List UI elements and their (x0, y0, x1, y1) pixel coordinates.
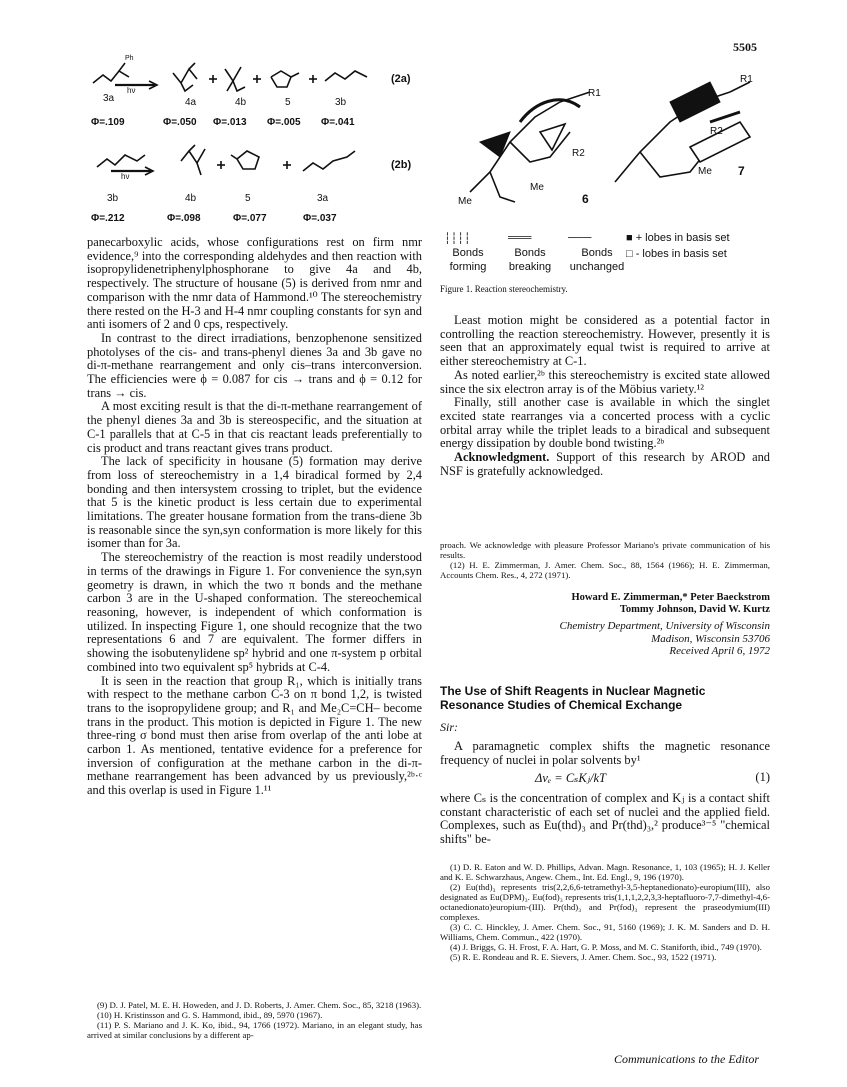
article2-para2 (440, 792, 770, 847)
orbital-drawing (440, 62, 770, 232)
page-number: 5505 (733, 40, 757, 54)
quantum-yield: Φ=.109 (91, 117, 125, 128)
authors-line: Howard E. Zimmerman,* Peter Baeckstrom (571, 592, 770, 603)
reaction-scheme-drawing (85, 55, 435, 235)
compound-label: 3b (107, 193, 119, 204)
compound-label: 4b (235, 97, 247, 108)
legend-bonds-forming: Bonds forming (449, 247, 487, 273)
structure-number-7: 7 (738, 164, 745, 178)
quantum-yield: Φ=.098 (167, 213, 201, 224)
equation-number: (1) (755, 770, 770, 784)
equation-1 (440, 770, 770, 786)
right-footnotes-b (440, 862, 770, 962)
figure-1 (440, 62, 770, 302)
compound-label: 3a (317, 193, 329, 204)
reaction-scheme (85, 55, 435, 235)
left-footnotes (87, 1000, 422, 1040)
bonds-breaking-line: ═══ (508, 232, 532, 244)
footnote: (4) J. Briggs, G. H. Frost, F. A. Hart, G. P. Moss, and M. C. Staniforth, ibid., 749 (1970). (450, 942, 762, 952)
equation-tag-2a: (2a) (391, 73, 411, 85)
quantum-yield: Φ=.037 (303, 213, 337, 224)
footnote: (2) Eu(thd)₃ represents tris(2,2,6,6-tetramethyl-3,5-heptanedionato)-europium(III), also designated as Eu(DPM)₃. Eu(fod)₃ represents tris(1,1,1,2,2,3,3-heptafluoro-7,7-dimethyl-4,6-octanedionato)europium-(III). Pr(thd)₃ and Pr(fod)₃ represent the praseodymium(III) complexes. (440, 882, 770, 922)
footnote: proach. We acknowledge with pleasure Professor Mariano's private communication of his results. (440, 540, 770, 560)
acknowledgment-text: Support of this research by AROD and NSF is gratefully acknowledged. (440, 450, 770, 478)
quantum-yield: Φ=.041 (321, 117, 355, 128)
figure-legend (440, 232, 770, 276)
acknowledgment (440, 451, 770, 478)
bonds-forming-line: ┆┆┆┆ (444, 233, 471, 245)
legend-bonds-breaking: Bonds breaking (508, 247, 552, 273)
paragraph: A most exciting result is that the di-π-methane rearrangement of the phenyl dienes 3a and 3b is stereospecific, and the situation at C-1 parallels that at C-5 in that cis reactant leads preferentially to cis product and trans reactant gives trans product. (87, 399, 422, 455)
received-date: Received April 6, 1972 (669, 645, 770, 657)
paragraph: As noted earlier,²ᵇ this stereochemistry is excited state allowed since the six electron array is of the Möbius variety.¹² (440, 367, 770, 396)
hv-label: hν (127, 86, 136, 95)
quantum-yield: Φ=.013 (213, 117, 247, 128)
legend-bonds-unchanged: Bonds unchanged (569, 247, 625, 273)
salutation: Sir: (440, 720, 458, 734)
right-footnotes-a (440, 540, 770, 580)
r1-label: R1 (740, 74, 753, 85)
quantum-yield: Φ=.005 (267, 117, 301, 128)
compound-label: 3b (335, 97, 347, 108)
methyl-label: Me (458, 196, 472, 207)
paragraph: Least motion might be considered as a potential factor in controlling the reaction stereochemistry. However, presently it is seen that an approximately equal twist is required to arrive at either stereochemistry at C-1. (440, 313, 770, 369)
legend-minus-lobes: □ - lobes in basis set (626, 248, 727, 260)
article2-para1 (440, 740, 770, 767)
ph-label: Ph (125, 55, 134, 62)
footnote: (10) H. Kristinsson and G. S. Hammond, ibid., 89, 5970 (1967). (97, 1010, 323, 1020)
equation-tag-2b: (2b) (391, 159, 412, 171)
paragraph: Finally, still another case is available in which the singlet excited state rearranges via a concerted process with a cyclic orbital array while the triplet leads to a biradical and subsequent energy dissipation by double bond twisting.²ᵇ (440, 395, 770, 451)
paragraph: In contrast to the direct irradiations, benzophenone sensitized photolyses of the cis- and trans-phenyl dienes 3a and 3b gave no di-π-methane rearrangement and only cis–trans interconversion. The efficiencies were ϕ = 0.087 for cis → trans and ϕ = 0.12 for trans → cis. (87, 330, 422, 400)
paragraph: panecarboxylic acids, whose configurations rest on firm nmr evidence,⁹ into the corresponding aldehydes and then reaction with isopropylidenetriphenylphosphorane to give 4a and 4b, respectively. The structure of housane (5) is derived from nmr and comparison with the nmr data of Hammond.¹⁰ The stereochemistry there rested on the H-3 and H-4 nmr coupling constants for syn and anti isomers of 2 and 0 cps, respectively. (87, 235, 422, 332)
compound-label: 4b (185, 193, 197, 204)
paragraph: A paramagnetic complex shifts the magnetic resonance frequency of nuclei in polar solvents by¹ (440, 739, 770, 767)
affiliation (440, 620, 770, 658)
paragraph: It is seen in the reaction that group R₁, which is initially trans with respect to the methane carbon C-3 on π bond 1,2, is twisted trans to the isopropylidene group; and R₁ and Me₂C=CH– become trans in the product. This motion is depicted in Figure 1. The new three-ring σ bond must then arise from overlap of the anti lobe at carbon 1. As mentioned, tentative evidence for a preference for inversion of configuration at the methane carbon in the di-π-methane rearrangement has been advanced by us previously,²ᵇ·ᶜ and this overlap is used in Figure 1.¹¹ (87, 673, 422, 798)
footnote: (5) R. E. Rondeau and R. E. Sievers, J. Amer. Chem. Soc., 93, 1522 (1971). (450, 952, 717, 962)
paragraph: The stereochemistry of the reaction is most readily understood in terms of the drawings in Figure 1. For convenience the syn,syn geometry is drawn, in which the two π bonds and the methane carbon 3 are in the U-shaped conformation. The stereochemical reasoning, however, is independent of which conformation is utilized. In inspecting Figure 1, one should recognize that the two representations 6 and 7 are equivalent. The former differs in showing the isobutenylidene sp² hybrid and one π-system p orbital combined into two equivalent sp⁵ hybrids at C-4. (87, 550, 422, 674)
methyl-label: Me (530, 182, 544, 193)
paragraph: The lack of specificity in housane (5) formation may derive from loss of stereochemistry in a 1,4 biradical formed by 2,4 bonding and then intersystem crossing to triplet, but the evidence that 5 is the kinetic product is less certain due to experimental limitations. The greater housane formation from the trans-diene 3b is reasonable since the syn,syn conformation is more likely for this isomer than for 3a. (87, 454, 422, 551)
structure-number-6: 6 (582, 192, 589, 206)
acknowledgment-heading: Acknowledgment. (454, 450, 550, 465)
paragraph: where Cₛ is the concentration of complex and Kⱼ is a contact shift constant characteristic of each set of nuclei and the applied field. Complexes, such as Eu(thd)₃ and Pr(thd)₃,² produce³⁻⁵ "chemical shifts" be- (440, 791, 770, 847)
compound-label: 3a (103, 93, 115, 104)
footnote: (12) H. E. Zimmerman, J. Amer. Chem. Soc., 88, 1564 (1966); H. E. Zimmerman, Accounts Chem. Res., 4, 272 (1971). (440, 560, 770, 580)
quantum-yield: Φ=.212 (91, 213, 125, 224)
bonds-unchanged-line: ─── (568, 232, 592, 244)
affiliation-line: Madison, Wisconsin 53706 (651, 632, 770, 645)
compound-label: 5 (285, 97, 291, 108)
hv-label-b: hν (121, 172, 130, 181)
quantum-yield: Φ=.077 (233, 213, 267, 224)
r2-label: R2 (710, 126, 723, 137)
page-footer: Communications to the Editor (614, 1052, 759, 1066)
compound-label: 4a (185, 97, 197, 108)
methyl-label: Me (698, 166, 712, 177)
footnote: (3) C. C. Hinckley, J. Amer. Chem. Soc., 91, 5160 (1969); J. K. M. Sanders and D. H. Williams, Chem. Commun., 422 (1970). (440, 922, 770, 942)
figure-caption: Figure 1. Reaction stereochemistry. (440, 284, 568, 294)
article-title: The Use of Shift Reagents in Nuclear Magnetic Resonance Studies of Chemical Exchange (440, 684, 706, 712)
footnote: (9) D. J. Patel, M. E. H. Howeden, and J. D. Roberts, J. Amer. Chem. Soc., 85, 3218 (1963). (97, 1000, 422, 1010)
equation-body: Δνₑ = CₛKⱼ/kT (535, 771, 607, 785)
right-column-text (440, 314, 770, 478)
author-list (440, 592, 770, 616)
affiliation-line: Chemistry Department, University of Wisconsin (559, 620, 770, 632)
r2-label: R2 (572, 148, 585, 159)
footnote: (11) P. S. Mariano and J. K. Ko, ibid., 94, 1766 (1972). Mariano, in an elegant study, has arrived at similar conclusions by a different ap- (87, 1020, 422, 1040)
authors-line: Tommy Johnson, David W. Kurtz (619, 604, 770, 615)
r1-label: R1 (588, 88, 601, 99)
footnote: (1) D. R. Eaton and W. D. Phillips, Advan. Magn. Resonance, 1, 103 (1965); H. J. Keller and K. E. Schwarzhaus, Angew. Chem., Int. Ed. Engl., 9, 196 (1970). (440, 862, 770, 882)
legend-plus-lobes: ■ + lobes in basis set (626, 232, 730, 244)
quantum-yield: Φ=.050 (163, 117, 197, 128)
left-column-text (87, 236, 422, 798)
compound-label: 5 (245, 193, 251, 204)
